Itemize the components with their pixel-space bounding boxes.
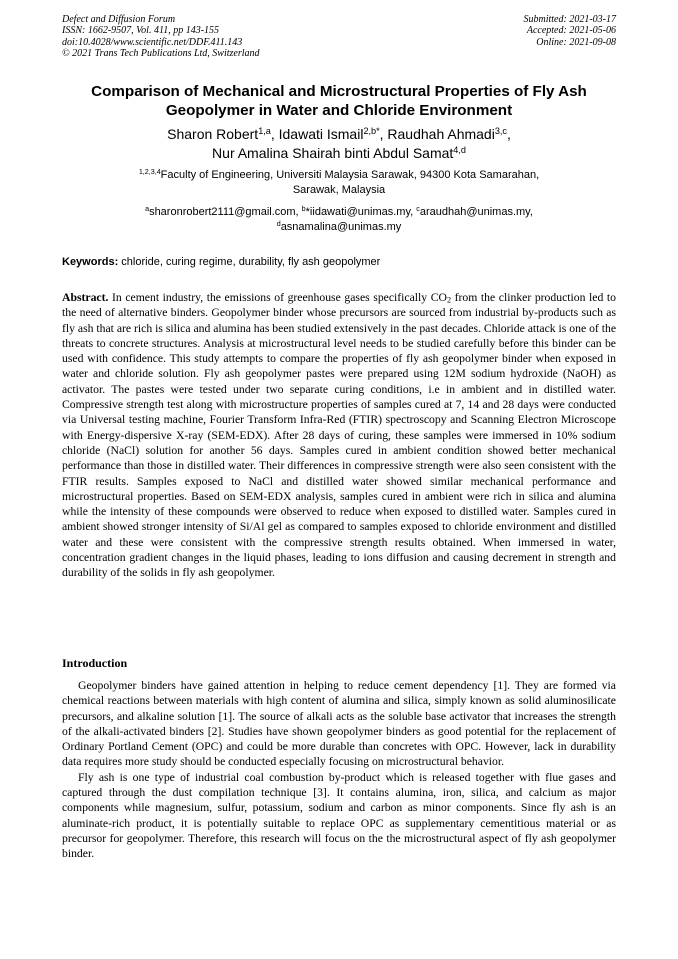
emails-line-1 — [80, 205, 598, 220]
author-3-name: Raudhah Ahmadi — [387, 126, 495, 142]
journal-doi: doi:10.4028/www.scientific.net/DDF.411.143 — [62, 36, 243, 48]
email-d-sup: d — [276, 219, 281, 228]
email-c: araudhah@unimas.my, — [419, 206, 533, 218]
authors-line-2 — [62, 144, 616, 163]
intro-paragraph-2: Fly ash is one type of industrial coal combustion by-product which is released together with flue gases and captured through the dust compilation technique [3]. It contains alumina, iron, silica, and calcium as major components while magnesium, sulfur, potassium, sodium and carbon as minor components. Since fly ash is an aluminate-rich product, it is potentially suitable to replace OPC as supplementary cementitious material or as precursor for geopolymer. Therefore, this research will focus on the the microstructural aspect of fly ash geopolymer binder. — [62, 770, 616, 861]
affiliation — [80, 168, 598, 197]
submitted-date: Submitted: 2021-03-17 — [523, 14, 616, 25]
author-4-sup: 4,d — [453, 145, 466, 155]
author-1-name: Sharon Robert — [167, 126, 259, 142]
journal-issn: ISSN: 1662-9507, Vol. 411, pp 143-155 — [62, 25, 220, 37]
emails-line-2 — [80, 220, 598, 235]
publication-dates — [524, 14, 617, 48]
affiliation-line-1 — [80, 168, 598, 183]
introduction-body — [62, 678, 616, 862]
author-emails — [80, 205, 598, 234]
abstract-text-2: from the clinker production led to the need of alternative binders. Geopolymer binder whose precursors are sourced from industrial by-products such as fly ash that are rich is silica and alumina has been studied extensively in the past decades. Chloride attack is one of the threats to concrete structures. Analysis at microstructural level needs to be studied carefully before this binder can be used with confidence. This study attempts to compare the properties of fly ash geopolymer binder when exposed in water and chloride solution. Fly ash geopolymer pastes were prepared using 12M sodium hydroxide (NaOH) as activator. The pastes were tested under two separate curing conditions, i.e in ambient and in distilled water. Compressive strength test along with microstructure properties of samples cured at 7, 14 and 28 days were conducted via Universal testing machine, Fourier Transform Infra-Red (FTIR) spectroscopy and Scanning Electron Microscope with Energy-dispersive X-ray (SEM-EDX). After 28 days of curing, these samples were immersed in 10% sodium chloride (NaCl) solution for another 56 days. Samples cured in ambient condition showed better mechanical performance than those in distilled water. Their differences in compressive strength were also seen consistent with the FTIR results. Samples exposed to NaCl and distilled water showed similar mechanical performance and microstructural properties. Based on SEM-EDX analysis, samples cured in ambient were rich in silica and alumina while the intensity of these compounds were observed to reduce when exposed to distilled water. Samples cured in ambient showed stronger intensity of Si/Al gel as compared to samples exposed to chloride environment and distilled water and these were consistent with the compressive strength results obtained. When immersed in water, concentration gradient changes in the liquid phases, leading to ions diffusion and causing decrement in strength and durability of the solids in fly ash geopolymer. — [62, 291, 617, 580]
email-a: sharonrobert2111@gmail.com, — [149, 206, 302, 218]
author-2-sup: 2,b* — [363, 126, 380, 136]
abstract-text-1: In cement industry, the emissions of greenhouse gases specifically CO — [108, 291, 447, 304]
email-a-sup: a — [145, 205, 150, 214]
author-list — [62, 125, 616, 163]
author-3-sup: 3,c — [494, 126, 507, 136]
intro-paragraph-1: Geopolymer binders have gained attention in helping to reduce cement dependency [1]. They are formed via chemical reactions between materials with high content of alumina and silica, simply known as solid aluminosilicate precursors, and alkaline solution [1]. The source of alkali acts as the soluble base activator that increases the strength of the alkali-activated binders [2]. Studies have shown geopolymer binders as good potential for the replacement of Ordinary Portland Cement (OPC) and could be more durable than concretes with OPC. However, lack in durability data requires more study should be conducted especially focusing on microstructural behavior. — [62, 679, 616, 769]
introduction-heading: Introduction — [62, 656, 128, 670]
journal-info — [62, 14, 260, 59]
accepted-date: Accepted: 2021-05-06 — [526, 25, 616, 37]
authors-line-1 — [62, 125, 616, 144]
paper-title — [62, 82, 616, 120]
author-sep: , — [270, 126, 279, 142]
email-c-sup: c — [416, 205, 420, 214]
abstract-co2-sub: 2 — [446, 295, 452, 305]
author-sep: , — [379, 126, 388, 142]
email-b: *iidawati@unimas.my, — [305, 206, 417, 218]
title-line-1: Comparison of Mechanical and Microstructural Properties of Fly Ash — [91, 83, 587, 100]
affiliation-text-1: Faculty of Engineering, Universiti Malaysia Sarawak, 94300 Kota Samarahan, — [160, 169, 540, 181]
keywords-label: Keywords: — [62, 256, 119, 268]
abstract — [62, 290, 616, 581]
keywords-text: chloride, curing regime, durability, fly ash geopolymer — [118, 256, 381, 268]
email-b-sup: b — [301, 205, 306, 214]
author-trail: , — [506, 126, 511, 142]
affiliation-sup: 1,2,3,4 — [138, 168, 161, 177]
email-d: asnamalina@unimas.my — [280, 220, 402, 233]
author-2-name: Idawati Ismail — [278, 126, 364, 142]
author-1-sup: 1,a — [258, 126, 271, 136]
keywords — [62, 255, 616, 269]
title-line-2: Geopolymer in Water and Chloride Environment — [165, 102, 513, 119]
journal-copyright: © 2021 Trans Tech Publications Ltd, Switzerland — [62, 47, 260, 59]
author-4-name: Nur Amalina Shairah binti Abdul Samat — [212, 145, 454, 161]
abstract-label: Abstract. — [62, 291, 109, 304]
journal-name: Defect and Diffusion Forum — [62, 14, 176, 25]
page-header — [62, 14, 616, 66]
online-date: Online: 2021-09-08 — [536, 36, 616, 48]
affiliation-line-2: Sarawak, Malaysia — [292, 183, 386, 196]
